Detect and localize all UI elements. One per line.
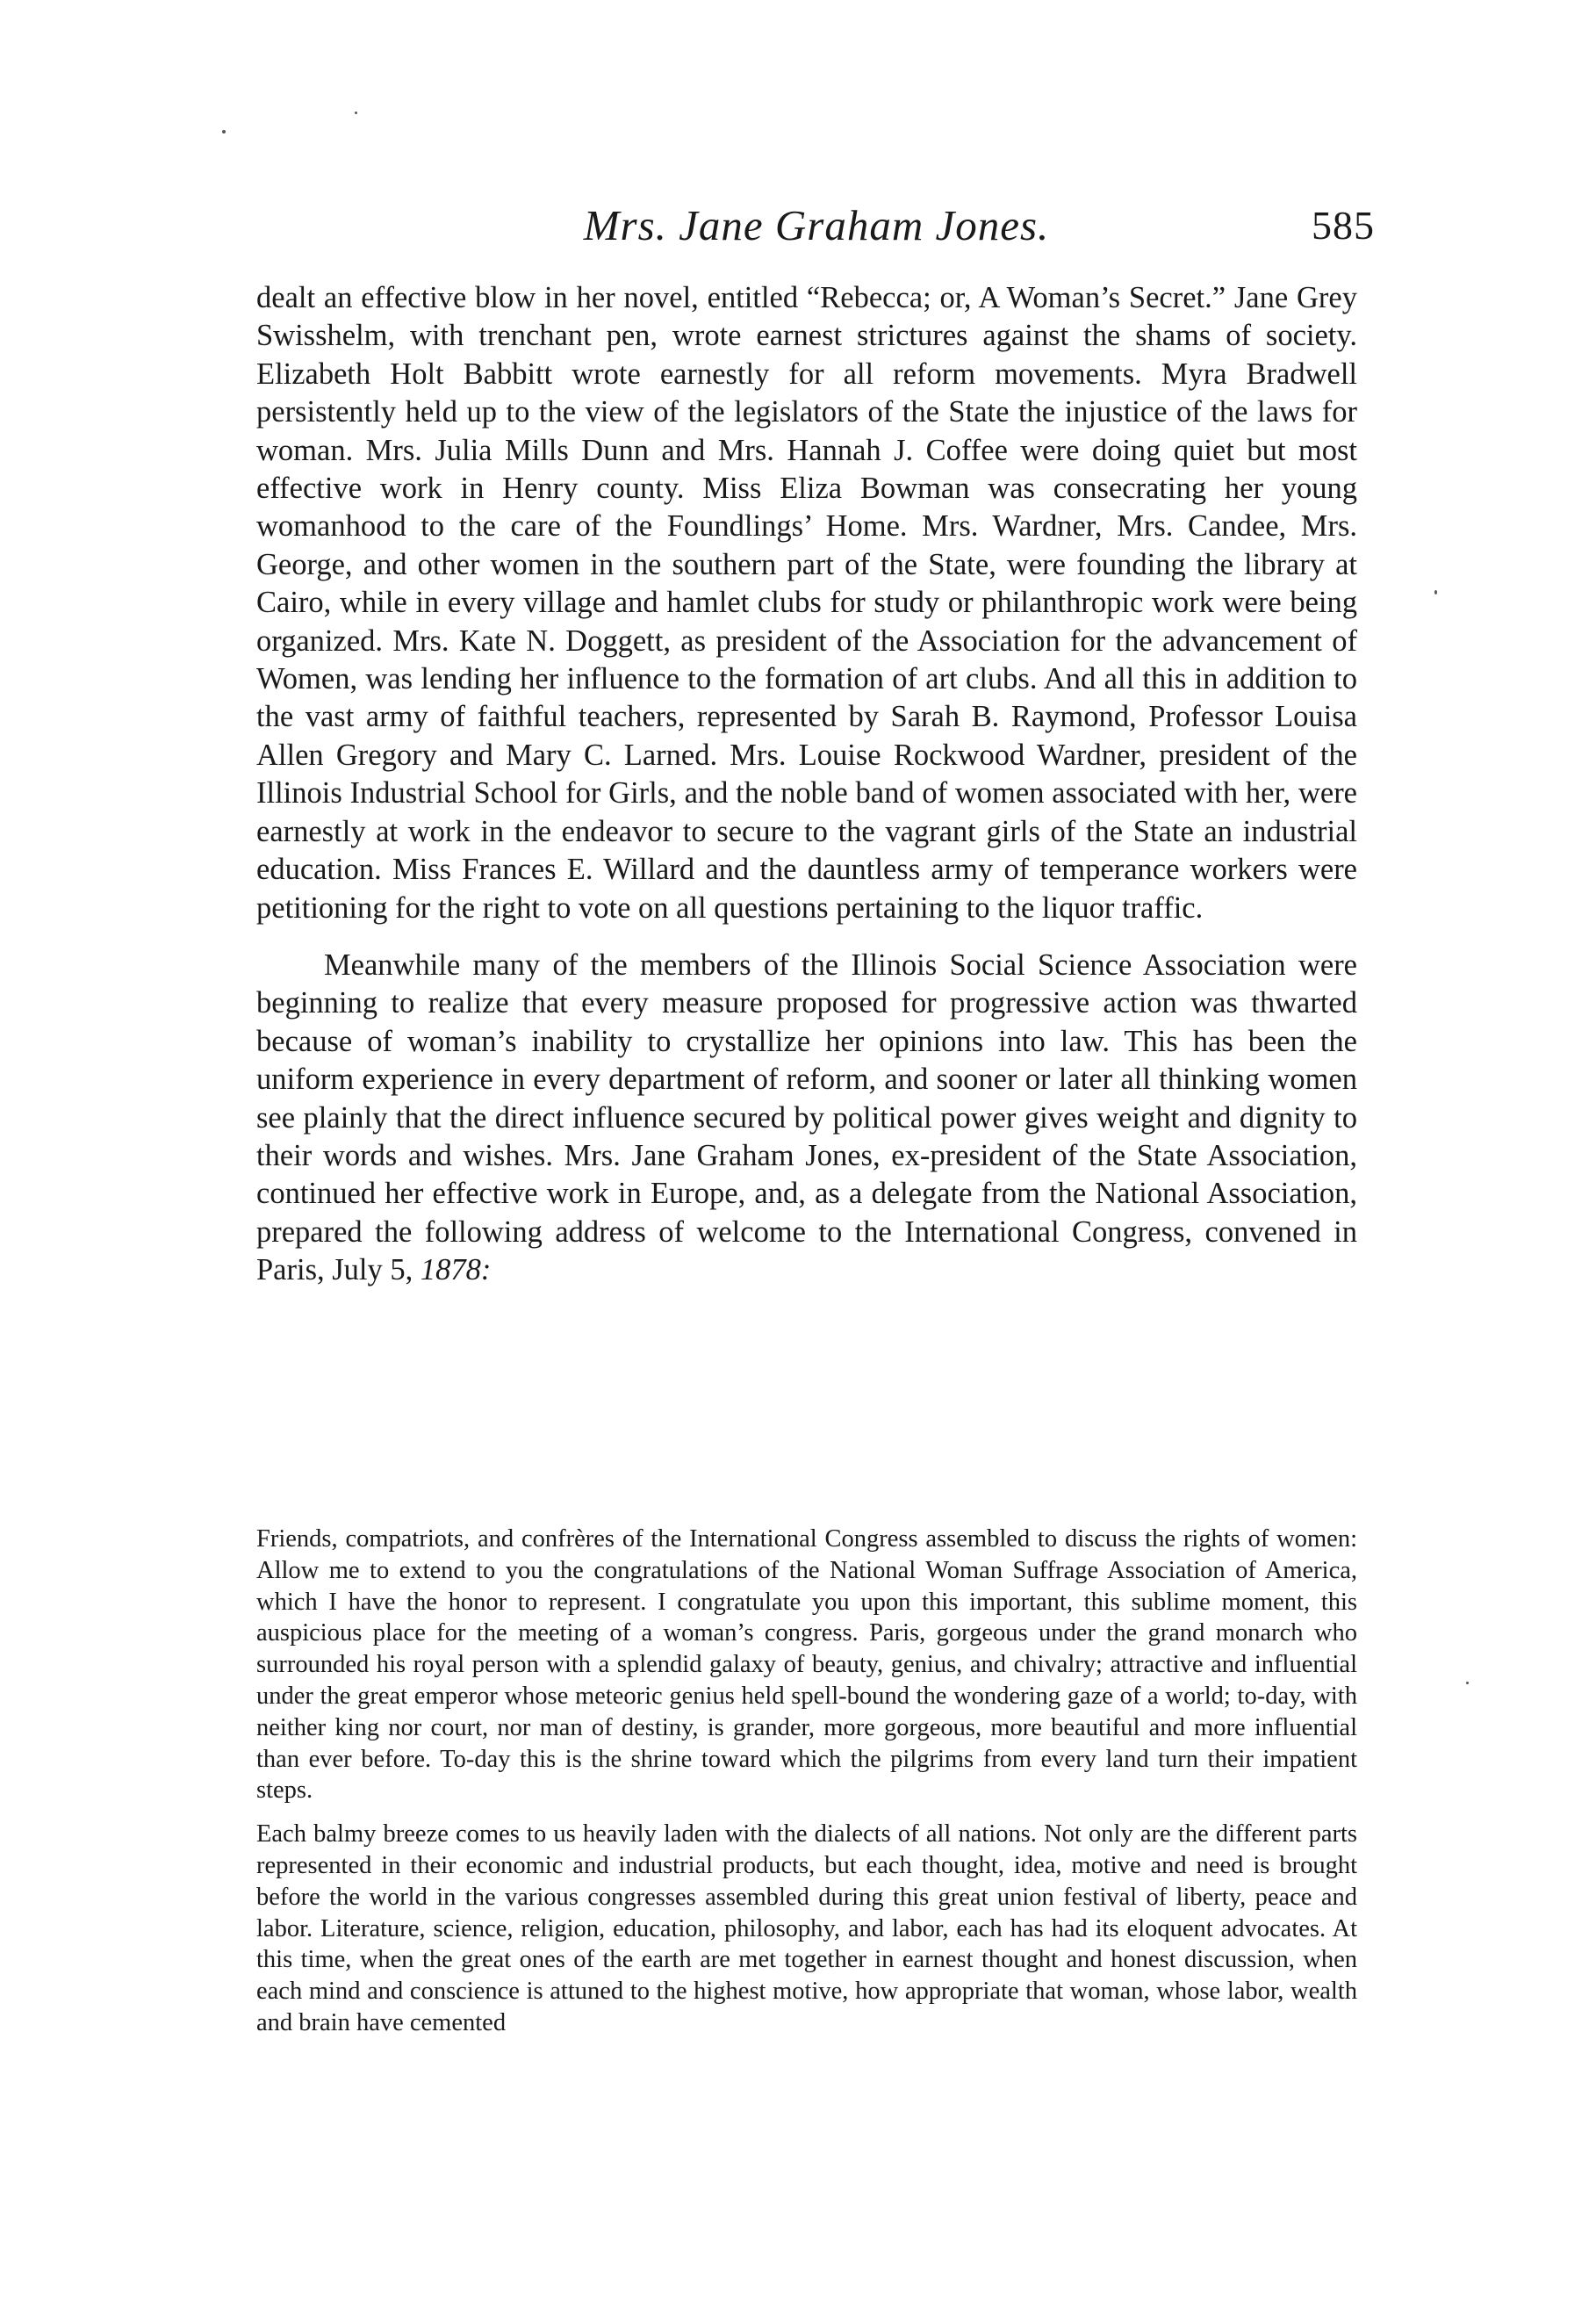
print-speck <box>355 112 357 114</box>
paragraph-2-year: 1878: <box>420 1253 492 1287</box>
print-speck <box>1466 1682 1469 1684</box>
page-header <box>255 195 1378 256</box>
print-speck <box>222 130 226 133</box>
quote-paragraph-1: Friends, compatriots, and confrères of the International Congress assembled to discuss the rights of women: Allow me to extend to you the congratulations of the National Woman Suffrage Association of America, which I have the honor to represent. I congratulate you upon this important, this sublime moment, this auspicious place for the meeting of a woman’s congress. Paris, gorgeous under the grand monarch who surrounded his royal person with a splendid galaxy of beauty, genius, and chivalry; attractive and influential under the great emperor whose meteoric genius held spell-bound the wondering gaze of a world; to-day, with neither king nor court, nor man of destiny, is grander, more gorgeous, more beautiful and more influential than ever before. To-day this is the shrine toward which the pilgrims from every land turn their impatient steps. <box>256 1525 1357 1805</box>
print-speck <box>1434 590 1437 595</box>
page-number: 585 <box>1312 203 1375 248</box>
paragraph-2-text: Meanwhile many of the members of the Illinois Social Science Association were beginning to realize that every measure proposed for progressive action was thwarted because of woman’s inability to crystallize her opinions into law. This has been the uniform experience in every department of reform, and sooner or later all thinking women see plainly that the direct influence secured by political power gives weight and dignity to their words and wishes. Mrs. Jane Graham Jones, ex-president of the State Association, continued her effective work in Europe, and, as a delegate from the National Association, prepared the following address of welcome to the International Congress, convened in Paris, July 5, <box>256 948 1357 1287</box>
main-text <box>256 279 1357 1290</box>
quote-paragraph-2: Each balmy breeze comes to us heavily laden with the dialects of all nations. Not only are the different parts represented in their economic and industrial products, but each thought, idea, motive and need is brought before the world in the various congresses assembled during this great union festival of liberty, peace and labor. Literature, science, religion, education, philosophy, and labor, each has had its eloquent advocates. At this time, when the great ones of the earth are met together in earnest thought and honest discussion, when each mind and conscience is attuned to the highest motive, how appropriate that woman, whose labor, wealth and brain have cemented <box>256 1820 1357 2036</box>
paragraph-1: dealt an effective blow in her novel, entitled “Rebecca; or, A Woman’s Secret.” Jane Grey Swisshelm, with trenchant pen, wrote earnest strictures against the shams of society. Elizabeth Holt Babbitt wrote earnestly for all reform movements. Myra Bradwell persistently held up to the view of the legislators of the State the injustice of the laws for woman. Mrs. Julia Mills Dunn and Mrs. Hannah J. Coffee were doing quiet but most effective work in Henry county. Miss Eliza Bowman was consecrating her young womanhood to the care of the Foundlings’ Home. Mrs. Wardner, Mrs. Candee, Mrs. George, and other women in the southern part of the State, were founding the library at Cairo, while in every village and hamlet clubs for study or philanthropic work were being organized. Mrs. Kate N. Doggett, as president of the Association for the advancement of Women, was lending her influence to the formation of art clubs. And all this in addition to the vast army of faithful teachers, represented by Sarah B. Raymond, Professor Louisa Allen Gregory and Mary C. Larned. Mrs. Louise Rockwood Wardner, president of the Illinois Industrial School for Girls, and the noble band of women associated with her, were earnestly at work in the endeavor to secure to the vagrant girls of the State an industrial education. Miss Frances E. Willard and the dauntless army of temperance workers were petitioning for the right to vote on all questions pertaining to the liquor traffic. <box>256 281 1357 925</box>
running-title: Mrs. Jane Graham Jones. <box>583 201 1050 249</box>
address-quote <box>256 1524 1357 2039</box>
paragraph-2 <box>256 947 1357 1290</box>
